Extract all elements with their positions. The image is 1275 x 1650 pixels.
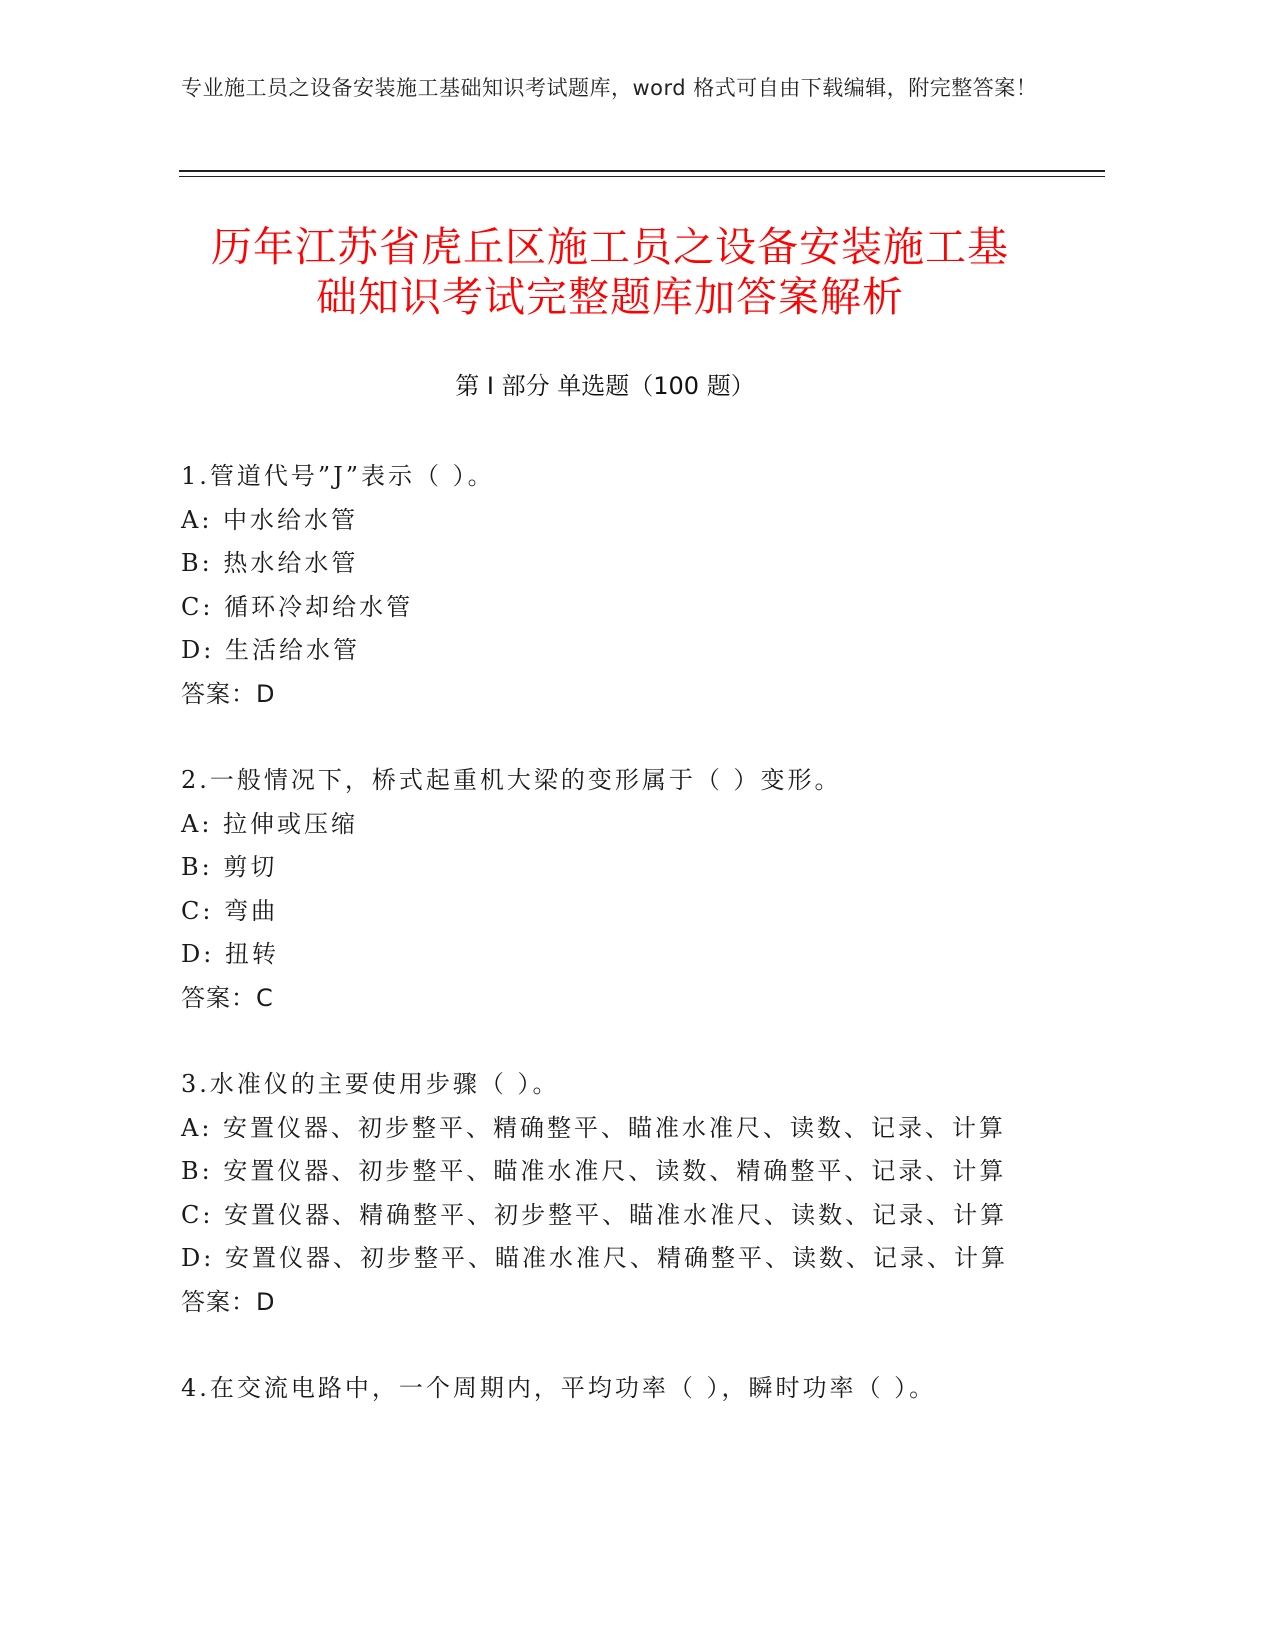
question-stem: 2.一般情况下，桥式起重机大梁的变形属于（ ）变形。 xyxy=(181,766,842,794)
header-rule-thick xyxy=(179,170,1105,172)
option-d: D: 生活给水管 xyxy=(181,636,360,664)
answer: 答案：C xyxy=(181,983,274,1012)
option-d: D: 安置仪器、初步整平、瞄准水准尺、精确整平、读数、记录、计算 xyxy=(181,1244,1008,1272)
title-line-1: 历年江苏省虎丘区施工员之设备安装施工基 xyxy=(211,223,1009,271)
option-c: C: 安置仪器、精确整平、初步整平、瞄准水准尺、读数、记录、计算 xyxy=(181,1200,1008,1229)
document-title xyxy=(160,222,1060,322)
option-a: A: 拉伸或压缩 xyxy=(181,809,359,838)
option-c: C: 循环冷却给水管 xyxy=(181,592,414,621)
section-title: 第 I 部分 单选题（100 题） xyxy=(455,372,755,400)
question-list xyxy=(181,455,1081,1454)
header-note: 专业施工员之设备安装施工基础知识考试题库，word 格式可自由下载编辑，附完整答案！ xyxy=(181,76,1038,100)
header-rule-thin xyxy=(179,176,1105,177)
option-c: C: 弯曲 xyxy=(181,896,279,925)
option-b: B: 热水给水管 xyxy=(181,549,359,577)
option-a: A: 安置仪器、初步整平、精确整平、瞄准水准尺、读数、记录、计算 xyxy=(181,1113,1007,1142)
question-2 xyxy=(181,759,1081,1020)
question-stem: 3.水准仪的主要使用步骤（ ）。 xyxy=(181,1070,560,1098)
question-stem: 4.在交流电路中，一个周期内，平均功率（ ），瞬时功率（ ）。 xyxy=(181,1374,937,1402)
question-stem: 1.管道代号”J”表示（ ）。 xyxy=(181,462,495,490)
question-1 xyxy=(181,455,1081,716)
title-line-2: 础知识考试完整题库加答案解析 xyxy=(316,273,904,321)
question-4 xyxy=(181,1367,1081,1411)
question-3 xyxy=(181,1063,1081,1324)
option-b: B: 安置仪器、初步整平、瞄准水准尺、读数、精确整平、记录、计算 xyxy=(181,1157,1007,1185)
option-d: D: 扭转 xyxy=(181,940,279,968)
option-b: B: 剪切 xyxy=(181,853,278,881)
option-a: A: 中水给水管 xyxy=(181,505,359,534)
answer: 答案：D xyxy=(181,1287,276,1316)
answer: 答案：D xyxy=(181,679,276,708)
